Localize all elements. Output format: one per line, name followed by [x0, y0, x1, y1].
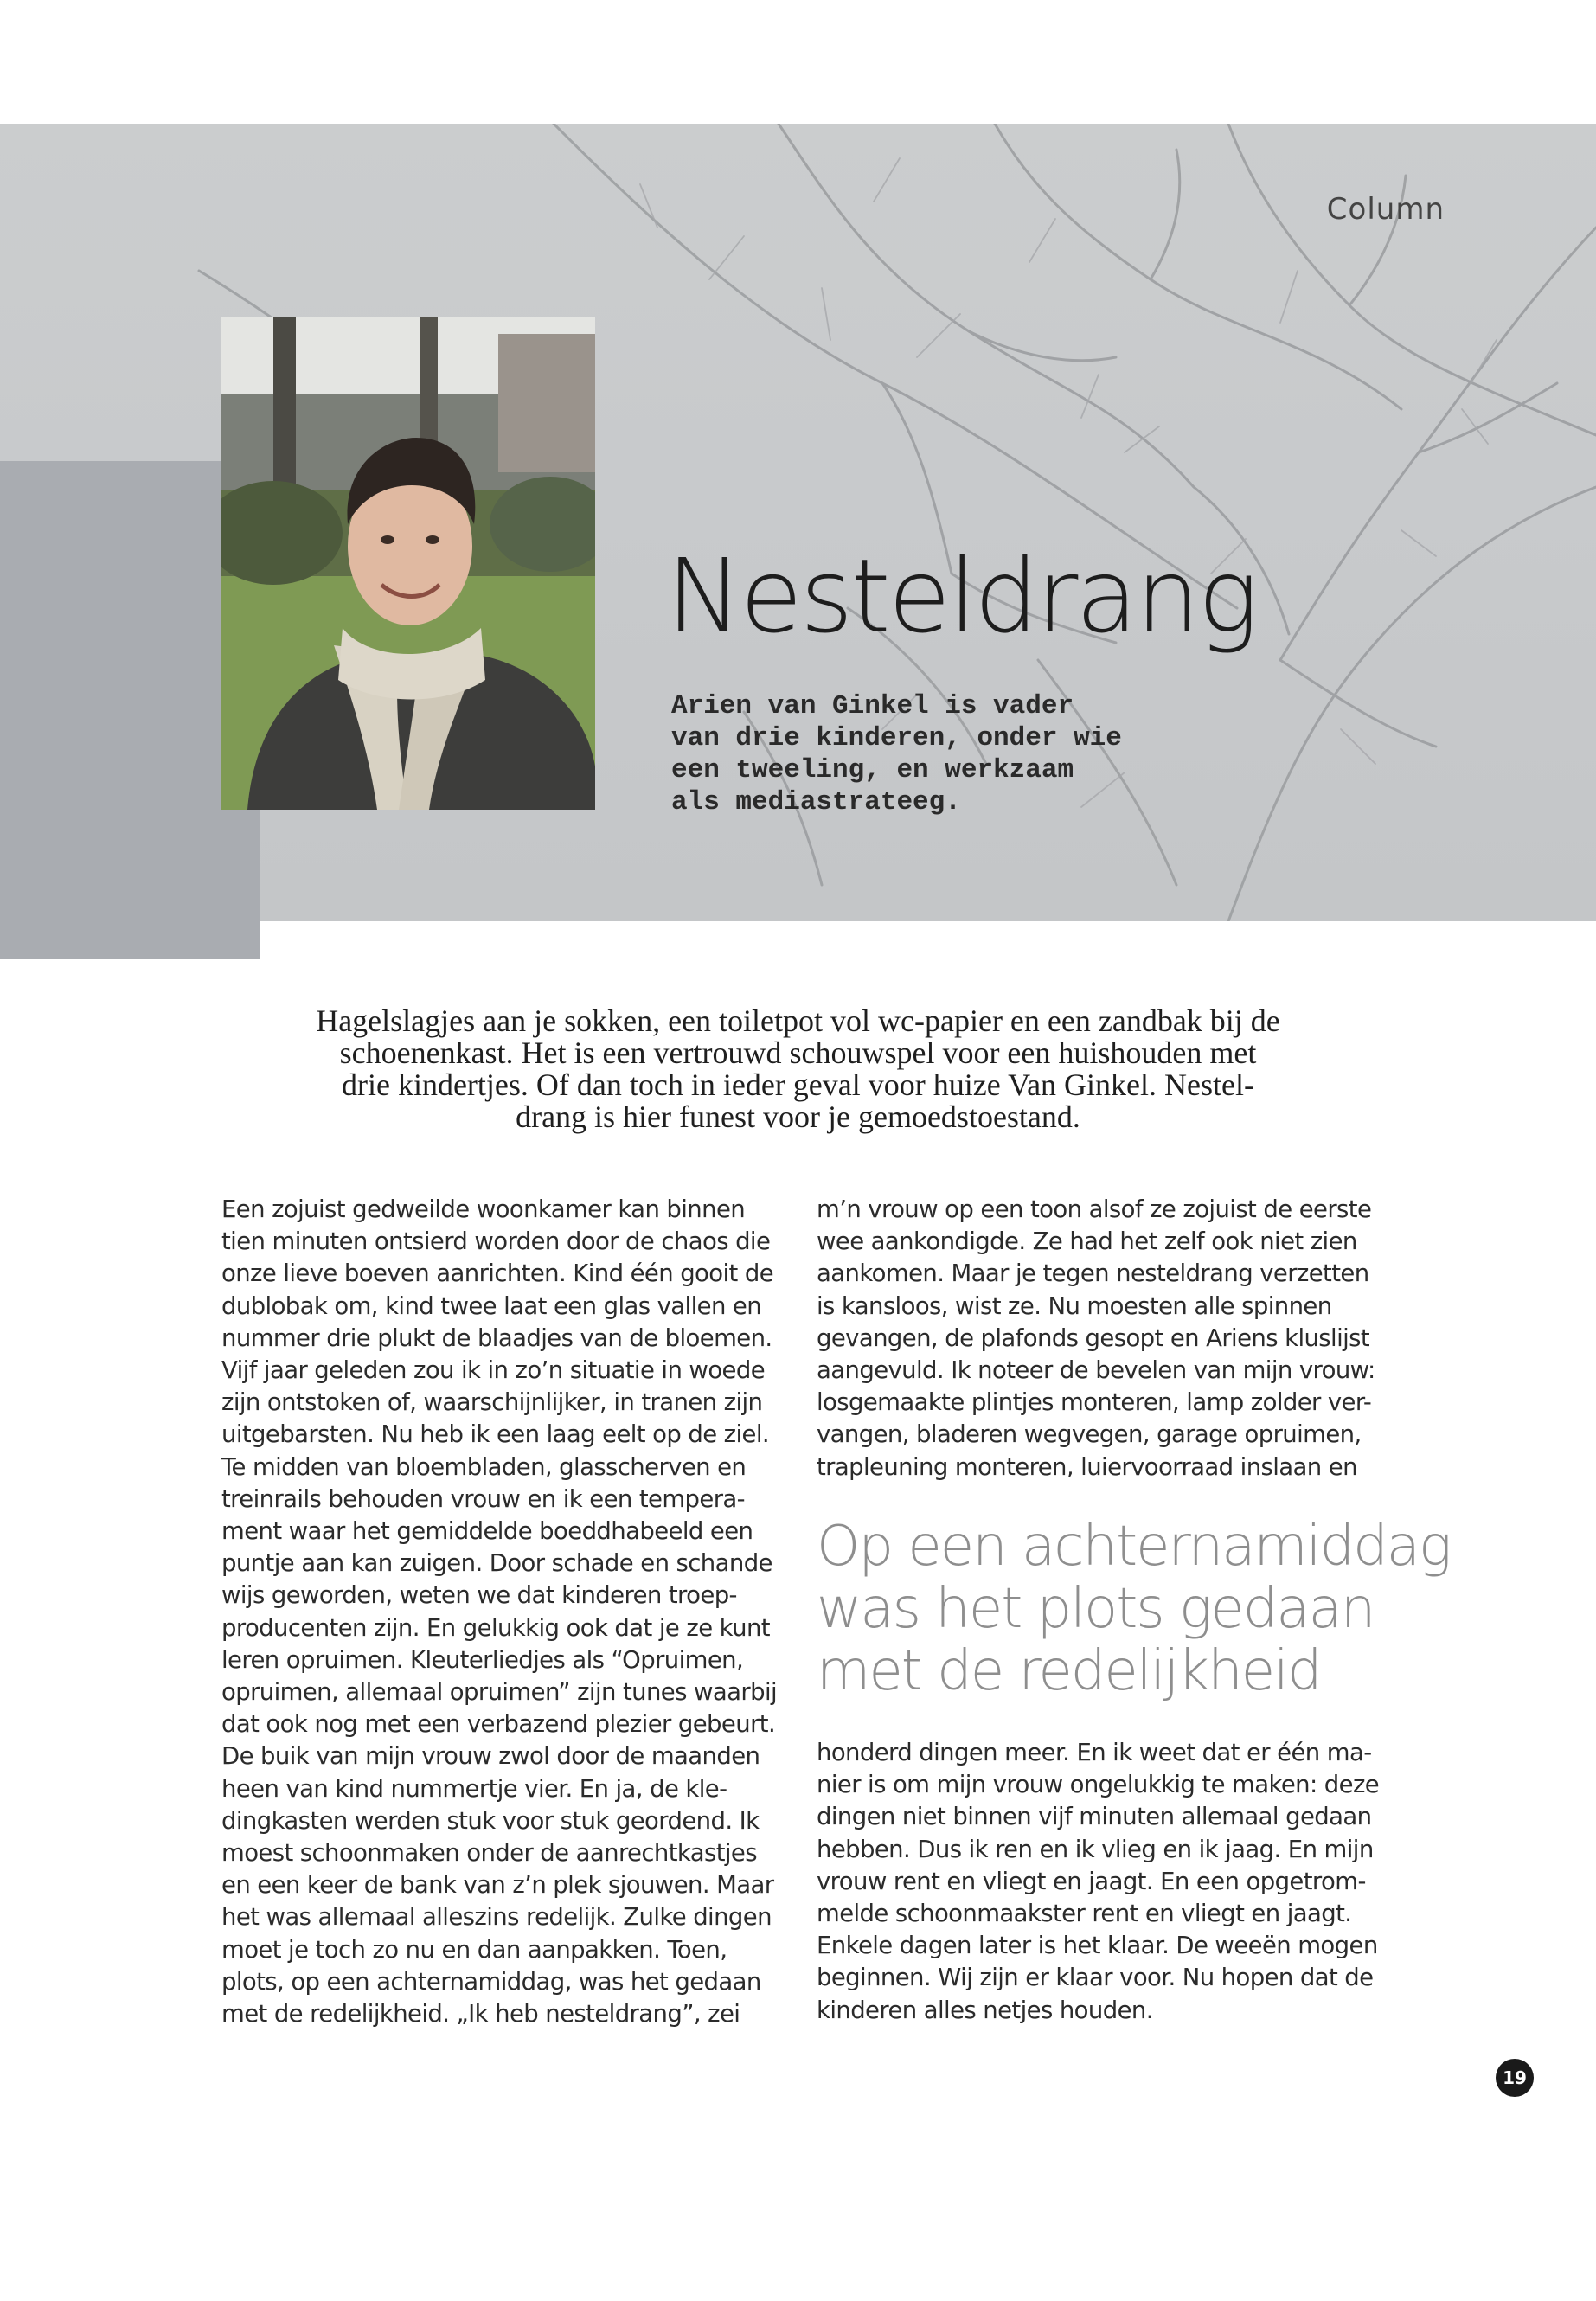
body-line: plots, op een achternamiddag, was het gedaan — [221, 1967, 761, 1996]
pull-quote-line: Op een achternamiddag — [817, 1515, 1451, 1579]
body-line: wijs geworden, weten we dat kinderen troep- — [221, 1581, 737, 1610]
body-line: nier is om mijn vrouw ongelukkig te maken: deze — [817, 1771, 1380, 1799]
body-line: dingen niet binnen vijf minuten allemaal gedaan — [817, 1803, 1372, 1831]
body-line: uitgebarsten. Nu heb ik een laag eelt op de ziel. — [221, 1420, 770, 1449]
body-line: ment waar het gemiddelde boeddhabeeld een — [221, 1517, 753, 1546]
body-line: puntje aan kan zuigen. Door schade en schande — [221, 1549, 772, 1578]
body-line: gevangen, de plafonds gesopt en Ariens kluslijst — [817, 1324, 1370, 1352]
body-column-left — [221, 1194, 784, 2030]
body-line: heen van kind nummertje vier. En ja, de kle- — [221, 1774, 727, 1803]
intro-line: drie kindertjes. Of dan toch in ieder geval voor huize Van Ginkel. Nestel- — [341, 1067, 1254, 1102]
body-column-right-top — [817, 1194, 1379, 1484]
author-bio — [671, 690, 1190, 818]
body-line: Een zojuist gedweilde woonkamer kan binnen — [221, 1195, 746, 1223]
body-line: treinrails behouden vrouw en ik een tempera- — [221, 1484, 745, 1513]
article-intro — [216, 1005, 1380, 1133]
body-line: m’n vrouw op een toon alsof ze zojuist de eerste — [817, 1195, 1372, 1223]
page-number-badge: 19 — [1496, 2059, 1534, 2097]
body-line: Enkele dagen later is het klaar. De weeën mogen — [817, 1932, 1378, 1960]
body-line: nummer drie plukt de blaadjes van de bloemen. — [221, 1324, 772, 1352]
body-line: het was allemaal alleszins redelijk. Zulke dingen — [221, 1903, 772, 1932]
body-line: dublobak om, kind twee laat een glas vallen en — [221, 1292, 762, 1320]
section-label: Column — [1326, 192, 1445, 227]
body-line: kinderen alles netjes houden. — [817, 1996, 1153, 2024]
body-line: vrouw rent en vliegt en jaagt. En een opgetrom- — [817, 1867, 1366, 1895]
bio-line: van drie kinderen, onder wie — [671, 723, 1122, 753]
bio-line: Arien van Ginkel is vader — [671, 691, 1074, 721]
body-line: moest schoonmaken onder de aanrechtkastjes — [221, 1839, 757, 1868]
grey-accent-block — [0, 461, 260, 959]
body-line: zijn ontstoken of, waarschijnlijker, in tranen zijn — [221, 1388, 763, 1417]
body-line: dat ook nog met een verbazend plezier gebeurt. — [221, 1710, 776, 1739]
body-line: vangen, bladeren wegvegen, garage opruimen, — [817, 1420, 1362, 1449]
body-line: trapleuning monteren, luiervoorraad inslaan en — [817, 1452, 1357, 1481]
pull-quote — [817, 1515, 1451, 1703]
body-line: aangevuld. Ik noteer de bevelen van mijn vrouw: — [817, 1356, 1375, 1385]
body-line: producenten zijn. En gelukkig ook dat je ze kunt — [221, 1613, 770, 1642]
intro-line: drang is hier funest voor je gemoedstoestand. — [516, 1099, 1080, 1134]
bio-line: als mediastrateeg. — [671, 787, 961, 817]
pull-quote-line: met de redelijkheid — [817, 1639, 1321, 1703]
body-line: tien minuten ontsierd worden door de chaos die — [221, 1227, 771, 1256]
body-line: De buik van mijn vrouw zwol door de maanden — [221, 1742, 760, 1771]
body-line: leren opruimen. Kleuterliedjes als “Opruimen, — [221, 1645, 744, 1674]
body-line: onze lieve boeven aanrichten. Kind één gooit de — [221, 1259, 774, 1288]
body-line: dingkasten werden stuk voor stuk geordend. Ik — [221, 1806, 760, 1835]
body-line: opruimen, allemaal opruimen” zijn tunes waarbij — [221, 1678, 778, 1707]
body-line: losgemaakte plintjes monteren, lamp zolder ver- — [817, 1388, 1372, 1417]
body-line: met de redelijkheid. „Ik heb nesteldrang”, zei — [221, 2000, 740, 2029]
intro-line: Hagelslagjes aan je sokken, een toiletpot vol wc-papier en een zandbak bij de — [316, 1003, 1280, 1038]
body-line: en een keer de bank van z’n plek sjouwen. Maar — [221, 1871, 774, 1900]
body-line: Te midden van bloembladen, glasscherven en — [221, 1452, 747, 1481]
pull-quote-line: was het plots gedaan — [817, 1577, 1375, 1641]
body-line: moet je toch zo nu en dan aanpakken. Toen, — [221, 1935, 727, 1964]
body-line: wee aankondigde. Ze had het zelf ook niet zien — [817, 1227, 1357, 1256]
body-line: Vijf jaar geleden zou ik in zo’n situatie in woede — [221, 1356, 766, 1385]
body-line: melde schoonmaakster rent en vliegt en jaagt. — [817, 1900, 1352, 1928]
body-line: beginnen. Wij zijn er klaar voor. Nu hopen dat de — [817, 1964, 1374, 1992]
body-column-right-bottom — [817, 1737, 1379, 2027]
author-portrait — [221, 317, 595, 810]
bio-line: een tweeling, en werkzaam — [671, 755, 1074, 785]
body-line: hebben. Dus ik ren en ik vlieg en ik jaag. En mijn — [817, 1835, 1374, 1863]
intro-line: schoenenkast. Het is een vertrouwd schouwspel voor een huishouden met — [339, 1035, 1257, 1070]
portrait-illustration — [221, 317, 595, 810]
article-title: Nesteldrang — [666, 536, 1257, 656]
body-line: honderd dingen meer. En ik weet dat er één ma- — [817, 1739, 1372, 1766]
body-line: aankomen. Maar je tegen nesteldrang verzetten — [817, 1259, 1369, 1288]
body-line: is kansloos, wist ze. Nu moesten alle spinnen — [817, 1292, 1332, 1320]
